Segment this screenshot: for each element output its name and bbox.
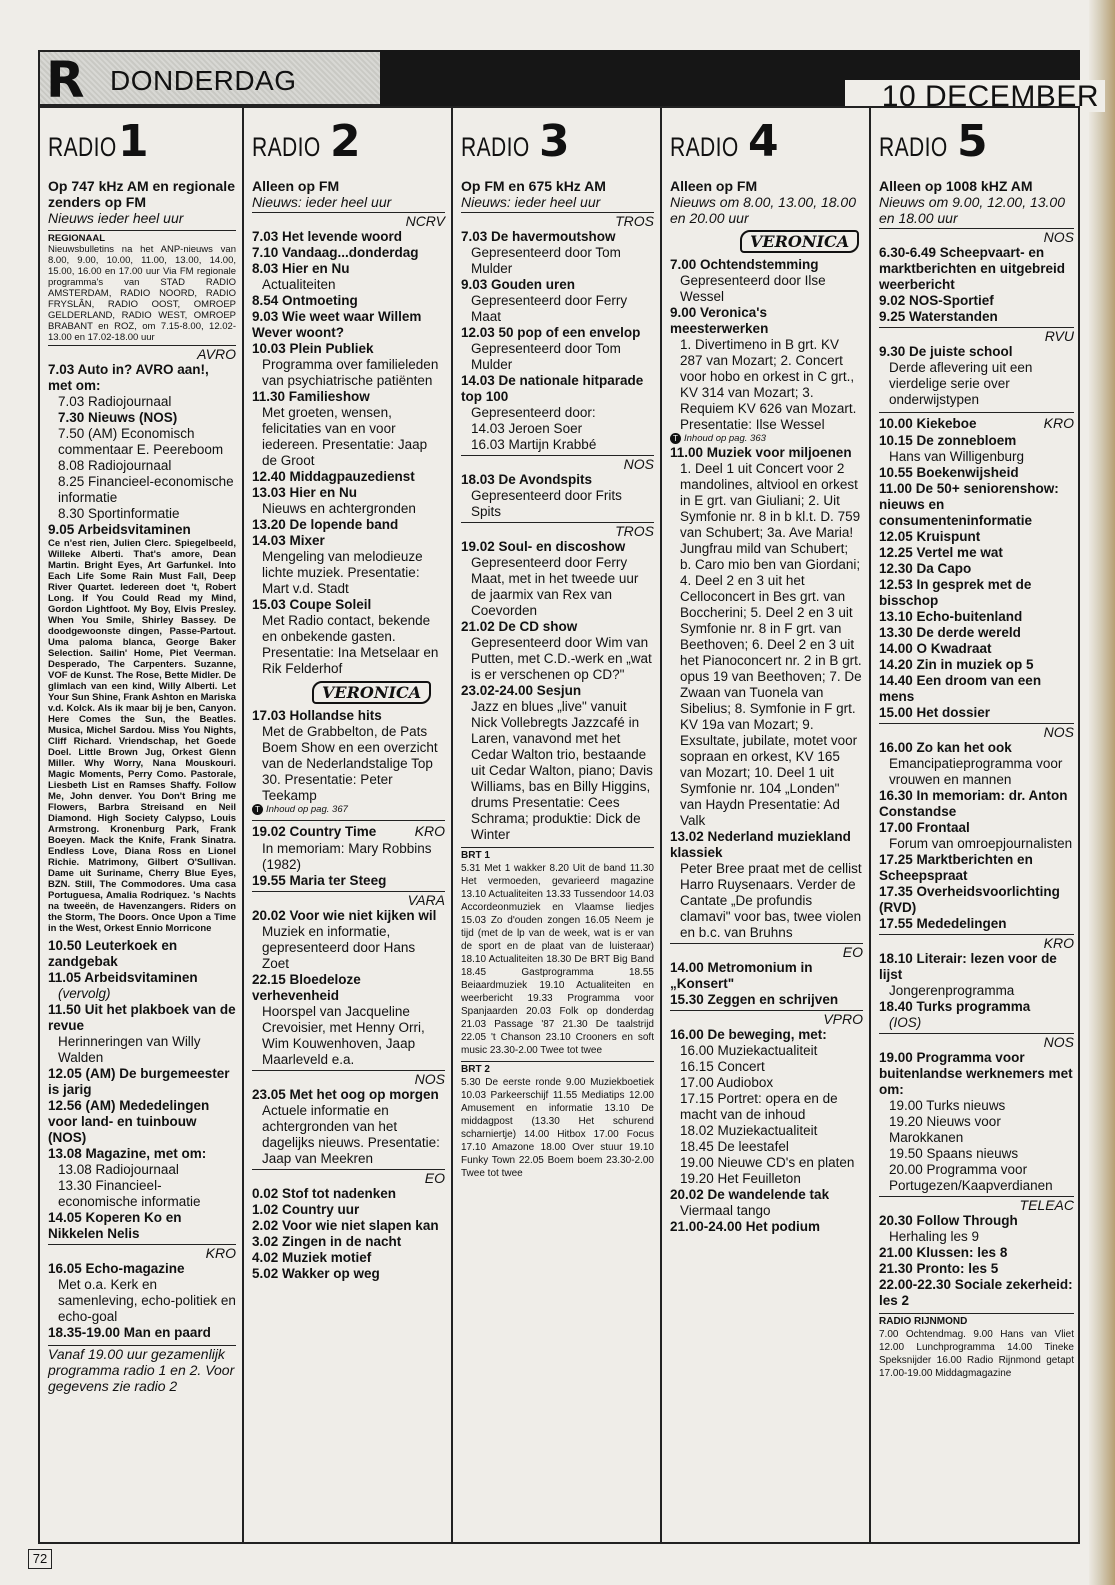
- program-item: 7.03 Auto in? AVRO aan!, met om:: [48, 362, 209, 393]
- program-item: 13.08 Radiojournaal: [58, 1162, 179, 1177]
- program-item: 18.45 De leestafel: [680, 1139, 789, 1154]
- program-item: 19.50 Spaans nieuws: [889, 1146, 1019, 1161]
- program-item: 3.02 Zingen in de nacht: [252, 1234, 402, 1249]
- broadcaster-label: TROS: [461, 522, 654, 539]
- program-item: 0.02 Stof tot nadenken: [252, 1186, 397, 1201]
- program-item: 16.03 Martijn Krabbé: [471, 437, 597, 452]
- song-list: Ce n'est rien, Julien Clerc. Spiegelbeeld, Willeke Alberti. That's amore, Dean Martin. Bright Eyes, Art Garfunkel. Into Each Life Some Rain Must Fall, Deep River Quartet. Iedereen doet 't, Robert Long. If You Could Read my Mind, Gordon Lightfoot. My Boy, Elvis Presley. When You Smile, Shirley Bassey. De doodgewoonste dingen, Passe-Partout. Uma paloma blanca, George Baker Selection. Sailin' Home, Piet Veerman. Desperado, The Carpenters. Suzanne, VOF de Kunst. The Rose, Bette Midler. De glimlach van een kind, Willy Alberti. Let Your Sun Shine, Frank Ashton en Mariska v.d. Kolck. Als ik maar bij je ben, Canyon. Here Comes the Sun, the Beatles. Musica, Michel Sardou. Miss You Nights, Cliff Richard. Vriendschap, het Goede Doel. Little Brown Jug, Orkest Glenn Miller. Why Worry, Nana Mouskouri. Magic Moments, Perry Como. Pastorale, Liesbeth List en Ramses Shaffy. Follow Me, John denver. You Don't Bring me Flowers, Barbra Streisand en Neil Diamond. High Society Calypso, Louis Armstrong. Kronenburg Park, Frank Boeyen. Mack the Knife, Frank Sinatra. Endless Love, Diana Ross en Lionel Richie. Matrimony, Gilbert O'Sullivan. Dame uit Suriname, Cherry Blue Eyes, BZN. Still, The Commodores. Uma casa Portuguesa, Amalia Rodriquez. 's Nachts na tweeën, de Havenzangers. Riders on the Storm, The Doors. Once Upon a Time in the West, Orkest Ennio Morricone: [48, 538, 236, 934]
- program-item: 17.03 Hollandse hits: [252, 708, 382, 723]
- program-desc: Hoorspel van Jacqueline Crevoisier, met Henny Orri, Wim Kouwenhoven, Jaap Maarleveld e.a.: [262, 1004, 425, 1067]
- program-desc: In memoriam: Mary Robbins (1982): [262, 841, 432, 872]
- broadcaster-label: EO: [670, 943, 863, 960]
- broadcaster-label: NOS: [252, 1070, 445, 1087]
- section-letter: R: [46, 51, 85, 109]
- program-item: 17.00 Audiobox: [680, 1075, 774, 1090]
- channel-title: [879, 108, 1074, 178]
- program-item: 18.35-19.00 Man en paard: [48, 1325, 211, 1340]
- program-item: 4.02 Muziek motief: [252, 1250, 372, 1265]
- day-title: DONDERDAG: [110, 65, 297, 96]
- broadcaster-label: NCRV: [252, 212, 445, 229]
- program-item: 8.25 Financieel-economische informatie: [58, 474, 234, 505]
- program-item: 14.03 Mixer: [252, 533, 325, 548]
- program-desc: Derde aflevering uit een vierdelige serie over onderwijstypen: [889, 360, 1033, 407]
- info-icon: T: [252, 804, 263, 815]
- program-item: 21.30 Pronto: les 5: [879, 1261, 999, 1276]
- program-item: 10.15 De zonnebloem: [879, 433, 1017, 448]
- column-footer: Vanaf 19.00 uur gezamenlijk programma radio 1 en 2. Voor gegevens zie radio 2: [48, 1346, 235, 1394]
- channel-news: Nieuws om 9.00, 12.00, 13.00 en 18.00 uur: [879, 194, 1066, 226]
- program-desc: Met Radio contact, bekende en onbekende gasten. Presentatie: Ina Metselaar en Rik Felderhof: [262, 613, 439, 676]
- program-item: 10.00 Kiekeboe: [879, 416, 977, 431]
- channel-info: Op 747 kHz AM en regionale zenders op FM: [48, 178, 235, 210]
- program-desc: Met groeten, wensen, felicitaties van en voor iedereen. Presentatie: Jaap de Groot: [262, 405, 428, 468]
- rijnmond-heading: RADIO RIJNMOND: [879, 1316, 968, 1327]
- channel-word: RADIO: [461, 132, 530, 162]
- program-desc: Nieuws en achtergronden: [262, 501, 416, 516]
- program-item: 16.00 De beweging, met:: [670, 1027, 827, 1042]
- radio5-column: [869, 108, 1080, 1542]
- program-item: 20.02 Voor wie niet kijken wil: [252, 908, 437, 923]
- program-item: 15.03 Coupe Soleil: [252, 597, 372, 612]
- program-item: 11.05 Arbeidsvitaminen: [48, 970, 198, 985]
- program-item: 10.50 Leuterkoek en zandgebak: [48, 938, 178, 969]
- program-item: 5.02 Wakker op weg: [252, 1266, 380, 1281]
- program-item: 14.40 Een droom van een mens: [879, 673, 1042, 704]
- program-desc: Jongerenprogramma: [889, 983, 1015, 998]
- broadcaster-label: TROS: [461, 212, 654, 229]
- program-desc: Gepresenteerd door Ferry Maat: [471, 293, 628, 324]
- program-item: 17.35 Overheidsvoorlichting (RVD): [879, 884, 1060, 915]
- program-item: 7.10 Vandaag...donderdag: [252, 245, 419, 260]
- program-desc: Peter Bree praat met de cellist Harro Ruysenaars. Verder de Cantate „De profundis clamavi" voor bas, twee violen en b.c. van Bruhns: [680, 861, 862, 940]
- program-desc: Gepresenteerd door Tom Mulder: [471, 341, 621, 372]
- program-item: 14.03 Jeroen Soer: [471, 421, 583, 436]
- program-item: 21.00-24.00 Het podium: [670, 1219, 821, 1234]
- channel-news: Nieuws om 8.00, 13.00, 18.00 en 20.00 uur: [670, 194, 857, 226]
- program-item: 7.50 (AM) Economisch commentaar E. Peereboom: [58, 426, 224, 457]
- program-item: 12.03 50 pop of een envelop: [461, 325, 641, 340]
- channel-number: 4: [748, 116, 779, 167]
- program-desc: Hans van Willigenburg: [889, 449, 1025, 464]
- broadcaster-label: AVRO: [48, 345, 236, 362]
- channel-number: 2: [330, 116, 361, 167]
- program-item: 13.30 De derde wereld: [879, 625, 1021, 640]
- program-item: 10.55 Boekenwijsheid: [879, 465, 1019, 480]
- program-desc: Gepresenteerd door Wim van Putten, met C.D.-werk en „wat is er verschenen op CD?": [471, 635, 652, 682]
- program-desc: Forum van omroepjournalisten: [889, 836, 1073, 851]
- channel-news: Nieuws: ieder heel uur: [252, 194, 392, 210]
- program-item: 20.30 Follow Through: [879, 1213, 1018, 1228]
- program-item: 10.03 Plein Publiek: [252, 341, 374, 356]
- channel-number: 5: [957, 116, 988, 167]
- program-item: 17.25 Marktberichten en Scheepspraat: [879, 852, 1033, 883]
- program-item: 7.03 Het levende woord: [252, 229, 403, 244]
- program-item: 8.30 Sportinformatie: [58, 506, 180, 521]
- program-item: 19.00 Turks nieuws: [889, 1098, 1006, 1113]
- program-item: 12.05 Kruispunt: [879, 529, 981, 544]
- program-item: 8.54 Ontmoeting: [252, 293, 358, 308]
- program-item: 13.02 Nederland muziekland klassiek: [670, 829, 851, 860]
- program-item: 23.02-24.00 Sesjun: [461, 683, 582, 698]
- channel-title: [252, 108, 445, 178]
- broadcaster-label: VPRO: [670, 1010, 863, 1027]
- channel-word: RADIO: [252, 132, 321, 162]
- program-item: 17.00 Frontaal: [879, 820, 970, 835]
- page-reference: T Inhoud op pag. 363: [670, 433, 863, 445]
- program-item: 14.03 De nationale hitparade top 100: [461, 373, 644, 404]
- program-item: 18.10 Literair: lezen voor de lijst: [879, 951, 1057, 982]
- brt1-heading: BRT 1: [461, 850, 490, 861]
- brt2-text: 5.30 De eerste ronde 9.00 Muziekboetiek 10.03 Parkeerschijf 11.55 Mediatips 12.00 Amusement en informatie 13.10 De middagpost (13.30 Het schurend scharniertje) 14.00 Hitbox 17.00 Focus 17.10 Amazone 18.00 Over stuur 19.10 Funky Town 22.05 Boem boem 23.30-2.00 Twee tot twee: [461, 1077, 654, 1179]
- broadcaster-label: KRO: [1043, 415, 1074, 431]
- channel-info: Alleen op 1008 kHZ AM: [879, 178, 1033, 194]
- program-item: 23.05 Met het oog op morgen: [252, 1087, 439, 1102]
- page-number: 72: [28, 1549, 52, 1569]
- channel-title: [670, 108, 863, 178]
- channel-word: RADIO: [670, 132, 739, 162]
- program-desc: Jazz en blues „live" vanuit Nick Vollebregts Jazzcafé in Laren, vanavond met het Cedar Walton trio, bestaande uit Cedar Walton, piano; Davis Williams, bas en Billy Higgins, drums Presentatie: Cees Schrama; produktie: Dick de Winter: [471, 699, 653, 842]
- program-desc: Met de Grabbelton, de Pats Boem Show en een overzicht van de Nederlandstalige Top 30. Presentatie: Peter Teekamp: [262, 724, 438, 803]
- radio3-column: [451, 108, 660, 1542]
- program-item: 19.00 Nieuwe CD's en platen: [680, 1155, 855, 1170]
- broadcaster-label: TELEAC: [879, 1196, 1074, 1213]
- program-item: 18.03 De Avondspits: [461, 472, 593, 487]
- program-desc: Mengeling van melodieuze lichte muziek. Presentatie: Mart v.d. Stadt: [262, 549, 423, 596]
- radio2-column: [242, 108, 451, 1542]
- program-item: 16.30 In memoriam: dr. Anton Constandse: [879, 788, 1068, 819]
- program-item: 13.10 Echo-buitenland: [879, 609, 1023, 624]
- broadcaster-label: VARA: [252, 891, 445, 908]
- program-item: 20.00 Programma voor Portugezen/Kaapverdianen: [889, 1162, 1053, 1193]
- channel-info: Alleen op FM: [252, 178, 340, 194]
- program-item: 13.30 Financieel-economische informatie: [58, 1178, 201, 1209]
- regional-text: Nieuwsbulletins na het ANP-nieuws van 8.00, 9.00, 10.00, 11.00, 13.00, 14.00, 15.00, 16.00 en 17.00 uur Via FM regionale programma's van STAD RADIO AMSTERDAM, RADIO NOORD, RADIO FRYSLÂN, RADIO OOST, OMROEP GELDERLAND, RADIO WEST, OMROEP BRABANT en ROZ, om 7.15-8.00, 12.02-13.00 en 17.02-18.00 uur: [48, 244, 236, 343]
- rijnmond-text: 7.00 Ochtendmag. 9.00 Hans van Vliet 12.00 Lunchprogramma 14.00 Tineke Speksnijder 16.00 Radio Rijnmond getapt 17.00-19.00 Middagmagazine: [879, 1329, 1074, 1379]
- channel-number: 1: [118, 116, 149, 167]
- broadcaster-label: EO: [252, 1169, 445, 1186]
- program-desc: Muziek en informatie, gepresenteerd door Hans Zoet: [262, 924, 416, 971]
- program-item: 16.15 Concert: [680, 1059, 765, 1074]
- program-desc: Emancipatieprogramma voor vrouwen en mannen: [889, 756, 1063, 787]
- broadcaster-label: KRO: [414, 823, 445, 839]
- program-item: 15.30 Zeggen en schrijven: [670, 992, 839, 1007]
- broadcaster-label: KRO: [879, 934, 1074, 951]
- broadcaster-label: NOS: [879, 723, 1074, 740]
- veronica-logo: VERONICA: [312, 681, 431, 704]
- program-item: 9.02 NOS-Sportief: [879, 293, 994, 308]
- channel-word: RADIO: [879, 132, 948, 162]
- program-item: 7.03 Radiojournaal: [58, 394, 172, 409]
- program-item: 14.00 Metromonium in „Konsert": [670, 960, 813, 991]
- program-desc: 1. Divertimeno in B grt. KV 287 van Mozart; 2. Concert voor hobo en orkest in C grt., KV 314 van Mozart; 3. Requiem KV 626 van Mozart. Presentatie: Ilse Wessel: [680, 337, 857, 432]
- program-item: 13.20 De lopende band: [252, 517, 399, 532]
- program-item: 2.02 Voor wie niet slapen kan: [252, 1218, 439, 1233]
- brt1-text: 5.31 Met 1 wakker 8.20 Uit de band 11.30 Het vermoeden, gevarieerd magazine 13.10 Actualiteiten 13.33 Tussendoor 14.03 Accordeonmuziek en Vlaamse liedjes 15.03 Zo d'ouden zongen 16.05 Neem je tijd (met de lp van de week, wat is er van de sport en de plaat van de luisteraar) 18.10 Actualiteiten 18.30 De BRT Big Band 18.45 Gastprogramma 18.55 Beiaardmuziek 19.10 Actualiteiten en weerbericht 19.33 Programma voor Spanjaarden 20.03 Folk op donderdag 21.03 Passage '87 21.30 De taalstrijd 22.05 't Chanson 23.10 Crooners en soft music 23.30-2.00 Twee tot twee: [461, 863, 654, 1056]
- program-item: 18.40 Turks programma: [879, 999, 1031, 1014]
- program-item: 12.40 Middagpauzedienst: [252, 469, 415, 484]
- program-item: 14.00 O Kwadraat: [879, 641, 992, 656]
- program-item: 13.08 Magazine, met om:: [48, 1146, 207, 1161]
- program-item: 11.00 Muziek voor miljoenen: [670, 445, 852, 460]
- program-item: 11.30 Familieshow: [252, 389, 370, 404]
- program-item: 19.02 Country Time: [252, 824, 377, 839]
- broadcaster-label: NOS: [879, 228, 1074, 245]
- program-item: 13.03 Hier en Nu: [252, 485, 358, 500]
- info-icon: T: [670, 433, 681, 444]
- program-item: 7.00 Ochtendstemming: [670, 257, 819, 272]
- channel-title: [48, 108, 236, 178]
- program-item: 9.00 Veronica's meesterwerken: [670, 305, 769, 336]
- program-item: 19.20 Nieuws voor Marokkanen: [889, 1114, 1001, 1145]
- broadcaster-label: NOS: [879, 1033, 1074, 1050]
- broadcaster-label: KRO: [48, 1244, 236, 1261]
- program-item: 7.03 De havermoutshow: [461, 229, 616, 244]
- program-desc: Herhaling les 9: [889, 1229, 980, 1244]
- program-item: 8.08 Radiojournaal: [58, 458, 172, 473]
- program-desc: Viermaal tango: [680, 1203, 771, 1218]
- radio4-column: [660, 108, 869, 1542]
- program-desc: Actualiteiten: [262, 277, 336, 292]
- program-desc: 1. Deel 1 uit Concert voor 2 mandolines, altviool en orkest in E grt. van Giuliani; 2. Uit Symfonie nr. 8 in b kl.t. D. 759 van Schubert; 3a. Ave Maria! Jungfrau mild van Schubert; b. Caro mio ben van Giordani; 4. Deel 2 en 3 uit het Celloconcert in Bes grt. van Boccherini; 5. Deel 2 en 3 uit Symfonie nr. 8 in F grt. van Beethoven; 6. Deel 2 en 3 uit het Pianoconcert nr. 2 in B grt. opus 19 van Beethoven; 7. De Zwaan van Tuonela van Sibelius; 8. Symfonie in F grt. KV 19a van Mozart; 9. Exsultate, jubilate, motet voor sopraan en orkest, KV 165 van Mozart; 10. Deel 1 uit Symfonie nr. 104 „Londen" van Haydn Presentatie: Ad Valk: [680, 461, 862, 828]
- veronica-logo: VERONICA: [740, 230, 859, 253]
- program-desc: Gepresenteerd door Ferry Maat, met in het tweede uur de jaarmix van Rex van Coevorden: [471, 555, 639, 618]
- program-desc: Gepresenteerd door:: [471, 405, 596, 420]
- channel-news: Nieuws ieder heel uur: [48, 210, 184, 226]
- program-item: 12.05 (AM) De burgemeester is jarig: [48, 1066, 230, 1097]
- broadcaster-label: RVU: [879, 327, 1074, 344]
- channel-info: Alleen op FM: [670, 178, 758, 194]
- channel-info: Op FM en 675 kHz AM: [461, 178, 606, 194]
- program-desc: (vervolg): [58, 986, 111, 1001]
- program-item: 21.02 De CD show: [461, 619, 578, 634]
- channel-news: Nieuws: ieder heel uur: [461, 194, 601, 210]
- program-desc: (IOS): [889, 1015, 922, 1030]
- program-item: 19.02 Soul- en discoshow: [461, 539, 626, 554]
- program-item: 9.03 Gouden uren: [461, 277, 576, 292]
- program-item: 22.15 Bloedeloze verhevenheid: [252, 972, 361, 1003]
- channel-number: 3: [539, 116, 570, 167]
- program-desc: Gepresenteerd door Tom Mulder: [471, 245, 621, 276]
- program-item: 9.03 Wie weet waar Willem Wever woont?: [252, 309, 422, 340]
- program-item: 11.50 Uit het plakboek van de revue: [48, 1002, 236, 1033]
- program-item: 11.00 De 50+ seniorenshow: nieuws en consumenteninformatie: [879, 481, 1059, 528]
- program-item: 12.53 In gesprek met de bisschop: [879, 577, 1032, 608]
- page-edge: [1089, 0, 1115, 1585]
- header-left: [38, 50, 380, 109]
- date-title: 10 DECEMBER: [845, 80, 1105, 112]
- program-desc: Gepresenteerd door Ilse Wessel: [680, 273, 826, 304]
- program-item: 9.30 De juiste school: [879, 344, 1013, 359]
- program-item: 15.00 Het dossier: [879, 705, 991, 720]
- program-item: 21.00 Klussen: les 8: [879, 1245, 1008, 1260]
- program-item: 18.02 Muziekactualiteit: [680, 1123, 818, 1138]
- program-item: 19.20 Het Feuilleton: [680, 1171, 801, 1186]
- program-item: 7.30 Nieuws (NOS): [58, 410, 178, 425]
- radio1-column: [38, 108, 242, 1542]
- program-item: 16.00 Muziekactualiteit: [680, 1043, 818, 1058]
- program-item: 12.56 (AM) Mededelingen voor land- en tuinbouw (NOS): [48, 1098, 210, 1145]
- regional-heading: REGIONAAL: [48, 233, 105, 244]
- program-item: 6.30-6.49 Scheepvaart- en marktberichten en uitgebreid weerbericht: [879, 245, 1066, 292]
- program-item: 14.20 Zin in muziek op 5: [879, 657, 1034, 672]
- program-item: 9.25 Waterstanden: [879, 309, 998, 324]
- program-desc: Gepresenteerd door Frits Spits: [471, 488, 622, 519]
- program-item: 8.03 Hier en Nu: [252, 261, 350, 276]
- program-item: 22.00-22.30 Sociale zekerheid: les 2: [879, 1277, 1073, 1308]
- channel-title: [461, 108, 654, 178]
- channel-word: RADIO: [48, 132, 117, 162]
- program-item: 17.15 Portret: opera en de macht van de inhoud: [680, 1091, 838, 1122]
- program-item: 9.05 Arbeidsvitaminen: [48, 522, 191, 537]
- program-item: 19.00 Programma voor buitenlandse werknemers met om:: [879, 1050, 1073, 1097]
- program-item: 19.55 Maria ter Steeg: [252, 873, 387, 888]
- program-item: 12.30 Da Capo: [879, 561, 972, 576]
- program-item: 14.05 Koperen Ko en Nikkelen Nelis: [48, 1210, 182, 1241]
- program-item: 16.05 Echo-magazine: [48, 1261, 185, 1276]
- program-desc: Met o.a. Kerk en samenleving, echo-politiek en echo-goal: [58, 1277, 236, 1324]
- program-desc: Herinneringen van Willy Walden: [58, 1034, 201, 1065]
- program-item: 12.25 Vertel me wat: [879, 545, 1003, 560]
- program-item: 20.02 De wandelende tak: [670, 1187, 830, 1202]
- program-desc: Programma over familieleden van psychiatrische patiënten: [262, 357, 439, 388]
- broadcaster-label: NOS: [461, 455, 654, 472]
- brt2-heading: BRT 2: [461, 1064, 490, 1075]
- program-item: 1.02 Country uur: [252, 1202, 360, 1217]
- page-reference: T Inhoud op pag. 367: [252, 804, 445, 816]
- program-desc: Actuele informatie en achtergronden van het dagelijks nieuws. Presentatie: Jaap van Meekren: [262, 1103, 440, 1166]
- program-item: 16.00 Zo kan het ook: [879, 740, 1012, 755]
- program-item: 17.55 Mededelingen: [879, 916, 1007, 931]
